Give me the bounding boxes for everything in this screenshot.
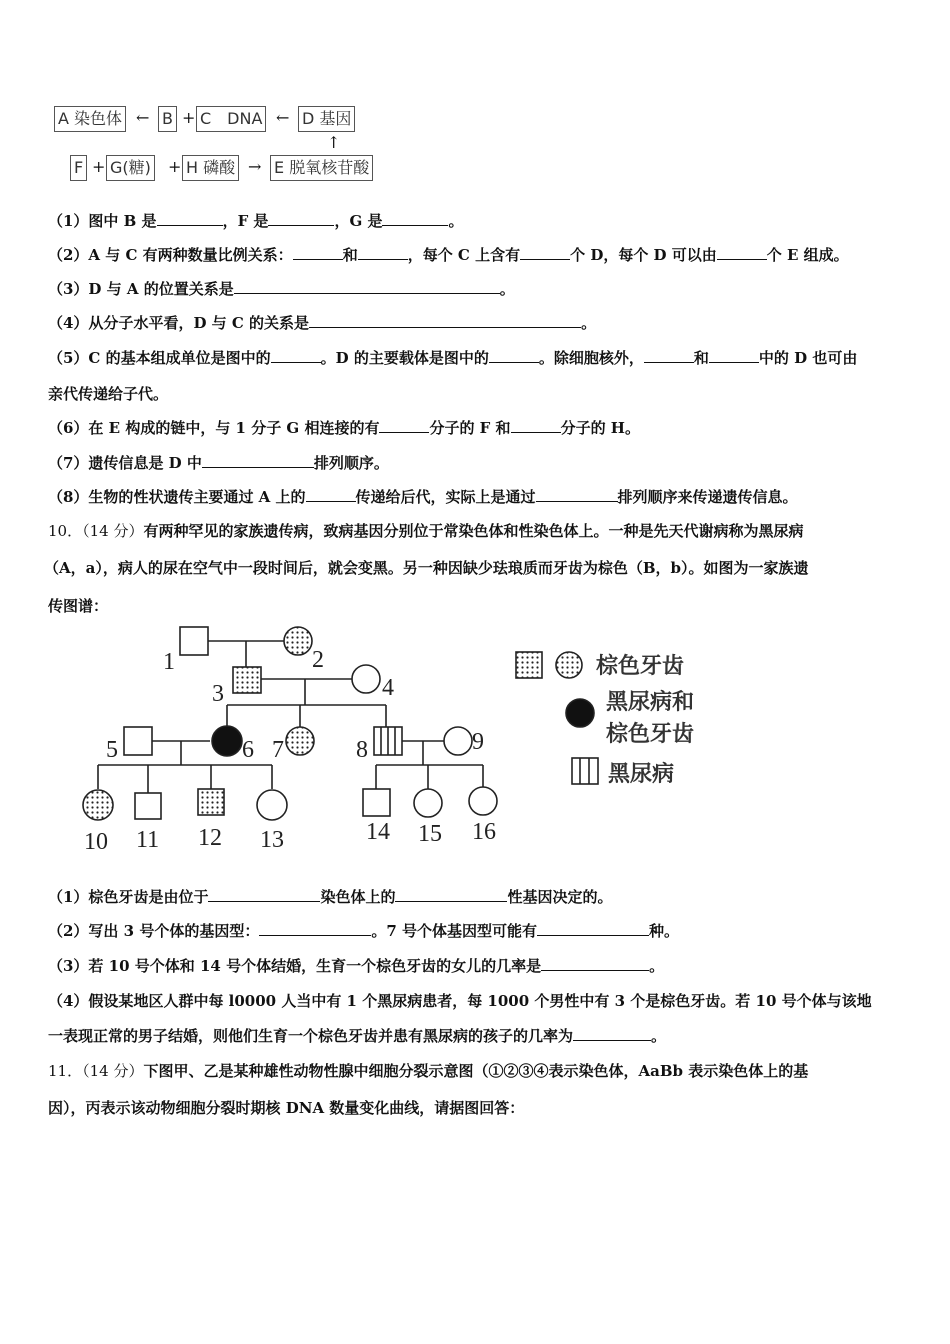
arrow-left-2: ← [276, 108, 290, 127]
label-12: 12 [198, 825, 222, 851]
label-10: 10 [84, 829, 108, 855]
legend-alkaptonuria-text: 黑尿病 [608, 762, 675, 787]
individual-7 [286, 727, 314, 755]
label-3: 3 [212, 681, 224, 707]
arrow-right: → [248, 157, 262, 176]
individual-13 [257, 790, 287, 820]
individual-6 [212, 726, 242, 756]
individual-1 [180, 627, 208, 655]
individual-2 [284, 627, 312, 655]
arrow-left-1: ← [136, 108, 150, 127]
label-5: 5 [106, 737, 118, 763]
individual-3 [233, 667, 261, 693]
box-d-gene: D 基因 [298, 106, 355, 132]
label-13: 13 [260, 827, 284, 853]
label-6: 6 [242, 737, 254, 763]
box-c-dna: C DNA [196, 106, 266, 132]
q9-sub2: （2）A 与 C 有两种数量比例关系： 和 ，每个 C 上含有 个 D，每个 D 可以由 个 E 组成。 [48, 246, 849, 264]
individual-16 [469, 787, 497, 815]
legend-brown-female-icon [556, 652, 582, 678]
q9-sub3: （3）D 与 A 的位置关系是 。 [48, 280, 515, 298]
q10-sub2: （2）写出 3 号个体的基因型： 。7 号个体基因型可能有 种。 [48, 922, 680, 940]
individual-5 [124, 727, 152, 755]
pedigree-legend [516, 652, 598, 784]
box-h-phosphate: H 磷酸 [182, 155, 239, 181]
box-b: B [158, 106, 177, 132]
legend-brown-teeth-text: 棕色牙齿 [596, 654, 685, 679]
up-arrow: ↑ [327, 133, 341, 152]
legend-both-text-1: 黑尿病和 [606, 690, 695, 715]
legend-both-text-2: 棕色牙齿 [606, 722, 695, 747]
q9-sub4: （4）从分子水平看，D 与 C 的关系是 。 [48, 314, 597, 332]
individual-15 [414, 789, 442, 817]
q9-sub7: （7）遗传信息是 D 中 排列顺序。 [48, 454, 389, 472]
q10-sub4-cont: 一表现正常的男子结婚，则他们生育一个棕色牙齿并患有黑尿病的孩子的几率为 。 [48, 1027, 667, 1045]
q9-sub5: （5）C 的基本组成单位是图中的 。D 的主要载体是图中的 。除细胞核外， 和 中的 D 也可由 [48, 349, 858, 367]
individual-9 [444, 727, 472, 755]
q9-sub8: （8）生物的性状遗传主要通过 A 上的 传递给后代，实际上是通过 排列顺序来传递遗传信息。 [48, 488, 798, 506]
label-4: 4 [382, 675, 394, 701]
label-2: 2 [312, 647, 324, 673]
pedigree-chart [0, 615, 950, 865]
label-16: 16 [472, 819, 496, 845]
q9-sub5-cont: 亲代传递给子代。 [48, 385, 169, 403]
q10-intro-line3: 传图谱： [48, 597, 109, 615]
q10-sub3: （3）若 10 号个体和 14 号个体结婚，生育一个棕色牙齿的女儿的几率是 。 [48, 957, 665, 975]
individual-14 [363, 789, 390, 816]
plus-sign-2: + [92, 157, 106, 176]
box-e-nucleotide: E 脱氧核苷酸 [270, 155, 373, 181]
q10-intro-line2: （A，a），病人的尿在空气中一段时间后，就会变黑。另一种因缺少珐琅质而牙齿为棕色（B，b）。如图为一家族遗 [44, 559, 809, 577]
individual-11 [135, 793, 161, 819]
q9-sub1: （1）图中 B 是 ，F 是 ，G 是 。 [48, 212, 464, 230]
q10-sub1: （1）棕色牙齿是由位于 染色体上的 性基因决定的。 [48, 888, 613, 906]
q10-sub4: （4）假设某地区人群中每 l0000 人当中有 1 个黑尿病患者，每 1000 个男性中有 3 个是棕色牙齿。若 10 号个体与该地 [48, 992, 872, 1010]
box-g-sugar: G(糖) [106, 155, 155, 181]
label-9: 9 [472, 729, 484, 755]
q10-intro-line1: 10．（14 分）有两种罕见的家族遗传病，致病基因分别位于常染色体和性染色体上。一种是先天代谢病称为黑尿病 [48, 522, 804, 540]
box-a-chromosome: A 染色体 [54, 106, 126, 132]
legend-brown-male-icon [516, 652, 542, 678]
label-15: 15 [418, 821, 442, 847]
plus-sign-1: + [182, 108, 196, 127]
individual-4 [352, 665, 380, 693]
individual-12 [198, 789, 224, 815]
label-11: 11 [136, 827, 160, 853]
label-7: 7 [272, 737, 284, 763]
q11-intro-line1: 11．（14 分）下图甲、乙是某种雄性动物性腺中细胞分裂示意图（①②③④表示染色体，AaBb 表示染色体上的基 [48, 1062, 809, 1080]
q11-intro-line2: 因），丙表示该动物细胞分裂时期核 DNA 数量变化曲线，请据图回答： [48, 1099, 525, 1117]
individual-10 [83, 790, 113, 820]
label-8: 8 [356, 737, 368, 763]
label-14: 14 [366, 819, 390, 845]
legend-alkaptonuria-icon [572, 758, 598, 784]
box-f: F [70, 155, 87, 181]
label-1: 1 [163, 649, 175, 675]
q9-sub6: （6）在 E 构成的链中，与 1 分子 G 相连接的有 分子的 F 和 分子的 H。 [48, 419, 640, 437]
plus-sign-3: + [168, 157, 182, 176]
legend-both-icon [566, 699, 594, 727]
